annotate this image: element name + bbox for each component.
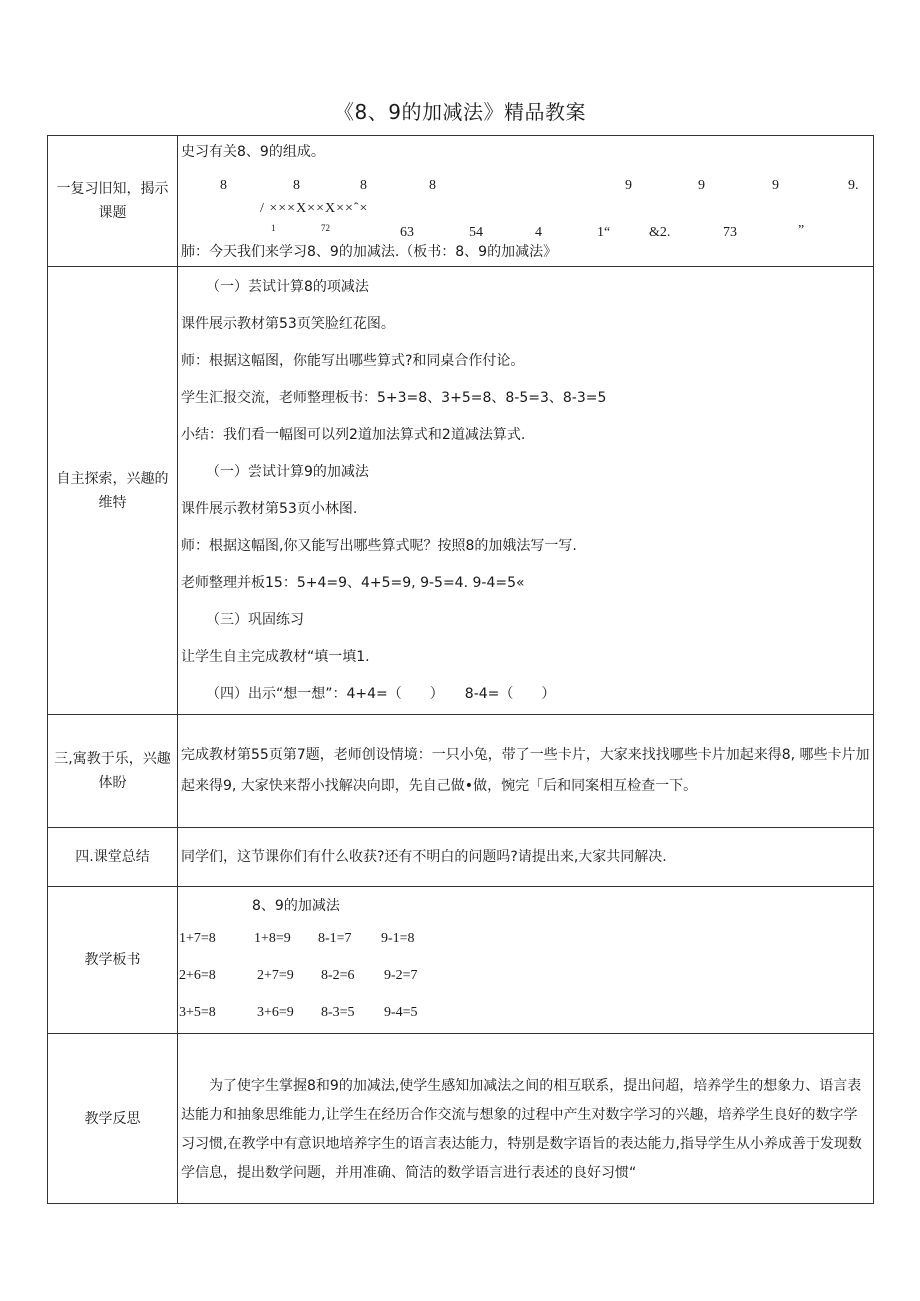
num-bottom-2: 72 — [321, 223, 330, 233]
num-bottom-8: 73 — [723, 225, 737, 240]
content-summary — [178, 828, 874, 887]
page-title: 《8、9的加减法》精品教案 — [334, 100, 586, 124]
board-cell: 9-1=8 — [381, 931, 415, 946]
label-explore: 自主探索，兴趣的维特 — [48, 267, 178, 715]
num-top-5: 9 — [625, 178, 632, 193]
explore-line-11: 让学生自主完成教材“填一填1. — [181, 649, 370, 665]
num-top-4: 8 — [429, 178, 436, 193]
board-cell: 8-1=7 — [318, 931, 352, 946]
fun-text: 完成教材第55页第7题，老师创设情境：一只小兔，带了一些卡片，大家来找找哪些卡片加起来得8, 哪些卡片加起来得9, 大家快来帮小找解决向即，先自己做•做，惋完「后和同案相互检查一下。 — [181, 747, 870, 794]
label-reflection: 教学反思 — [48, 1034, 178, 1204]
num-top-6: 9 — [698, 178, 705, 193]
num-bottom-6: 1“ — [597, 225, 611, 240]
num-top-3: 8 — [360, 178, 367, 193]
board-cell: 9-2=7 — [384, 968, 418, 983]
label-summary: 四.课堂总结 — [48, 828, 178, 887]
board-heading: 8、9的加减法 — [252, 898, 340, 914]
board-row-3 — [178, 995, 873, 1032]
explore-line-10: （三）巩固练习 — [206, 612, 304, 628]
reflection-text: 为了使字生掌握8和9的加减法,使学生感知加减法之间的相互联系，提出问超，培养学生的想象力、语言表达能力和抽象思维能力,让学生在经历合作交流与想象的过程中产生对数字学习的兴趣，培养学生良好的数字学习习惯,在教学中有意识地培养字生的语言表达能力，特别是数字语旨的表达能力,指导学生从小养成善于发现数学信息，提出数学问题，并用准确、简洁的数学语言进行表述的良好习惯“ — [181, 1078, 862, 1181]
composition-figure — [178, 168, 873, 238]
explore-line-4: 学生汇报交流，老师整理板书：5+3=8、3+5=8、8-5=3、8-3=5 — [181, 390, 607, 406]
num-bottom-5: 4 — [535, 225, 542, 240]
explore-line-5: 小结：我们看一幅图可以列2道加法算式和2道减法算式. — [181, 427, 526, 443]
explore-line-8: 师：根据这幅图,你又能写出哪些算式呢？按照8的加娥法写一写. — [181, 538, 577, 554]
board-cell: 8-2=6 — [321, 968, 355, 983]
board-cell: 2+7=9 — [257, 968, 294, 983]
label-review: 一复习旧知，揭示课题 — [48, 136, 178, 267]
num-bottom-7: &2. — [649, 225, 671, 240]
board-content — [178, 887, 873, 1032]
num-bottom-9: ” — [798, 223, 805, 238]
row-explore — [48, 267, 874, 715]
board-cell: 3+5=8 — [179, 1005, 216, 1020]
board-cell: 8-3=5 — [321, 1005, 355, 1020]
content-reflection — [178, 1034, 874, 1204]
content-board — [178, 887, 874, 1034]
row-reflection — [48, 1034, 874, 1204]
content-fun — [178, 715, 874, 828]
label-fun: 三,寓教于乐，兴趣体盼 — [48, 715, 178, 828]
row-board — [48, 887, 874, 1034]
content-review — [178, 136, 874, 267]
board-cell: 9-4=5 — [384, 1005, 418, 1020]
num-bottom-1: 1 — [271, 223, 276, 233]
explore-line-7: 课件展示教材第53页小林图. — [181, 501, 358, 517]
row-fun — [48, 715, 874, 828]
row-summary — [48, 828, 874, 887]
explore-line-1: （一）芸试计算8的项减法 — [206, 279, 369, 295]
explore-line-3: 师：根据这幅图，你能写出哪些算式?和同桌合作付论。 — [181, 353, 525, 369]
num-top-1: 8 — [220, 178, 227, 193]
lesson-plan-table — [47, 135, 874, 1204]
board-heading-row — [178, 887, 873, 921]
board-cell: 1+8=9 — [254, 931, 291, 946]
label-board: 教学板书 — [48, 887, 178, 1034]
summary-text: 同学们，这节课你们有什么收获?还有不明白的问题吗?请提出来,大家共同解决. — [181, 849, 667, 865]
num-top-8: 9. — [848, 178, 859, 193]
explore-line-9: 老师整理并板15：5+4=9、4+5=9, 9-5=4. 9-4=5« — [181, 575, 525, 591]
composition-symbols: / ×××X××X××ˆ× — [260, 201, 369, 216]
board-cell: 3+6=9 — [257, 1005, 294, 1020]
review-closing: 肺：今天我们来学习8、9的加减法.（板书：8、9的加减法》 — [181, 244, 558, 260]
num-bottom-4: 54 — [469, 225, 483, 240]
explore-line-12: （四）出示“想一想”：4+4=（ ） 8-4=（ ） — [206, 686, 556, 702]
board-cell: 1+7=8 — [179, 931, 216, 946]
explore-line-6: （一）尝试计算9的加减法 — [206, 464, 369, 480]
review-intro: 史习有关8、9的组成。 — [181, 144, 325, 160]
explore-line-2: 课件展示教材第53页笑脸红花图。 — [181, 316, 395, 332]
board-row-1 — [178, 921, 873, 958]
board-row-2 — [178, 958, 873, 995]
num-top-7: 9 — [772, 178, 779, 193]
row-review — [48, 136, 874, 267]
num-bottom-3: 63 — [400, 225, 414, 240]
board-cell: 2+6=8 — [179, 968, 216, 983]
content-explore — [178, 267, 874, 715]
num-top-2: 8 — [293, 178, 300, 193]
